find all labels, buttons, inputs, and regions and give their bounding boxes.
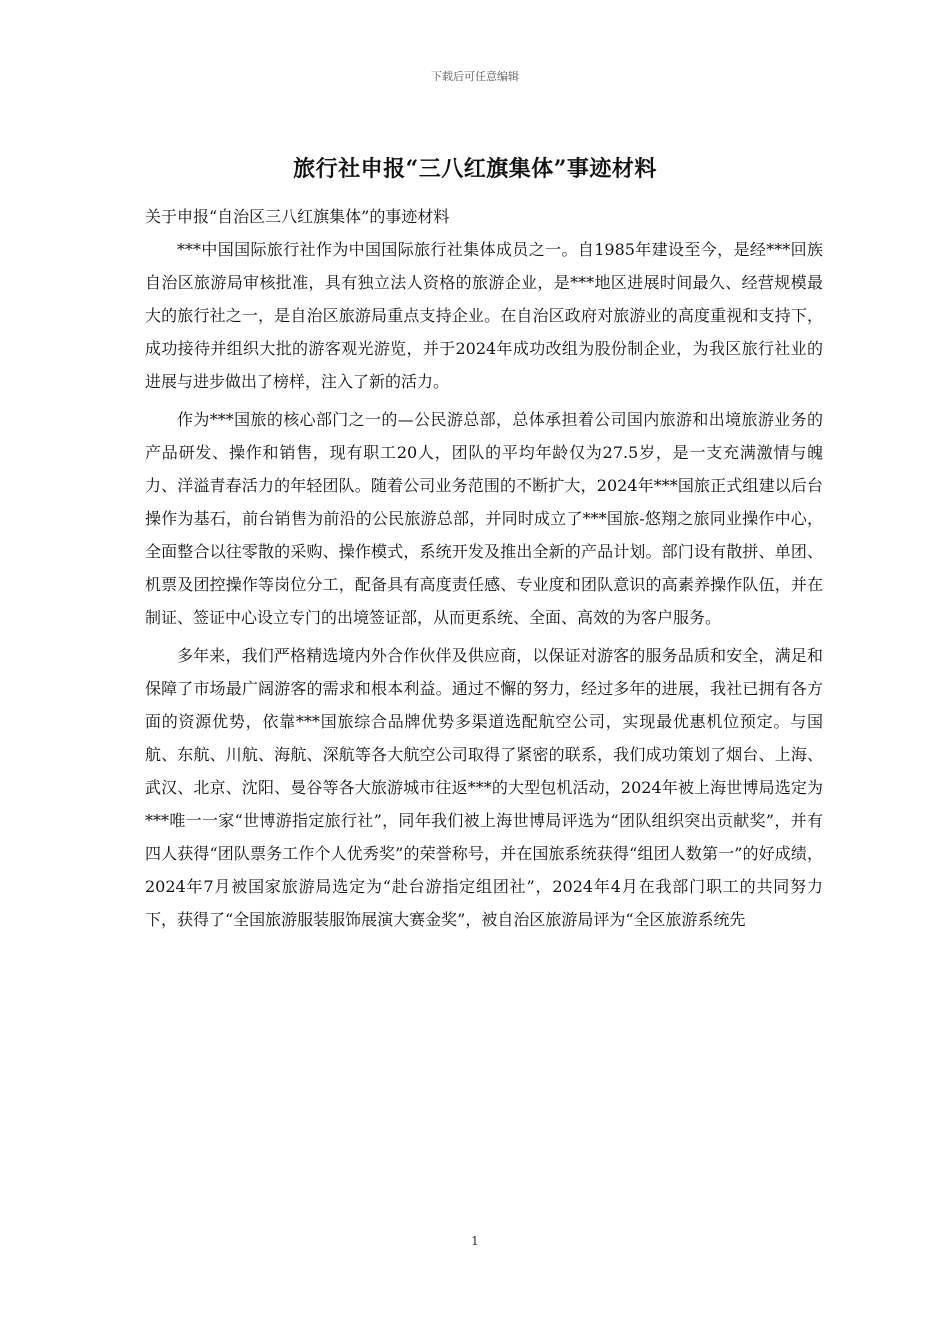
paragraph-1: ***中国国际旅行社作为中国国际旅行社集体成员之一。自1985年建设至今，是经***回族自治区旅游局审核批准，具有独立法人资格的旅游企业，是***地区进展时间最久、经营规模最大的旅行社之一，是自治区旅游局重点支持企业。在自治区政府对旅游业的高度重视和支持下，成功接待并组织大批的游客观光游览，并于2024年成功改组为股份制企业，为我区旅行社业的进展与进步做出了榜样，注入了新的活力。 bbox=[145, 240, 823, 391]
paragraph-3: 多年来，我们严格精选境内外合作伙伴及供应商，以保证对游客的服务品质和安全，满足和保障了市场最广阔游客的需求和根本利益。通过不懈的努力，经过多年的进展，我社已拥有各方面的资源优势，依靠***国旅综合品牌优势多渠道选配航空公司，实现最优惠机位预定。与国航、东航、川航、海航、深航等各大航空公司取得了紧密的联系，我们成功策划了烟台、上海、武汉、北京、沈阳、曼谷等各大旅游城市往返***的大型包机活动，2024年被上海世博局选定为***唯一一家“世博游指定旅行社”，同年我们被上海世博局评选为“团队组织突出贡献奖”，并有四人获得“团队票务工作个人优秀奖”的荣誉称号，并在国旅系统获得“组团人数第一”的好成绩，2024年7月被国家旅游局选定为“赴台游指定组团社”，2024年4月在我部门职工的共同努力下，获得了“全国旅游服装服饰展演大赛金奖”，被自治区旅游局评为“全区旅游系统先 bbox=[145, 646, 823, 929]
header-note: 下载后可任意编辑 bbox=[431, 70, 519, 83]
document-subtitle: 关于申报“自治区三八红旗集体”的事迹材料 bbox=[145, 207, 450, 226]
document-body bbox=[145, 200, 823, 936]
paragraph-2: 作为***国旅的核心部门之一的—公民游总部，总体承担着公司国内旅游和出境旅游业务的产品研发、操作和销售，现有职工20人，团队的平均年龄仅为27.5岁，是一支充满激情与魄力、洋溢青春活力的年轻团队。随着公司业务范围的不断扩大，2024年***国旅正式组建以后台操作为基石，前台销售为前沿的公民旅游总部，并同时成立了***国旅-悠翔之旅同业操作中心，全面整合以往零散的采购、操作模式，系统开发及推出全新的产品计划。部门设有散拼、单团、机票及团控操作等岗位分工，配备具有高度责任感、专业度和团队意识的高素养操作队伍，并在制证、签证中心设立专门的出境签证部，从而更系统、全面、高效的为客户服务。 bbox=[145, 410, 823, 627]
document-title: 旅行社申报“三八红旗集体”事迹材料 bbox=[293, 156, 657, 182]
page-number: 1 bbox=[471, 1234, 479, 1248]
